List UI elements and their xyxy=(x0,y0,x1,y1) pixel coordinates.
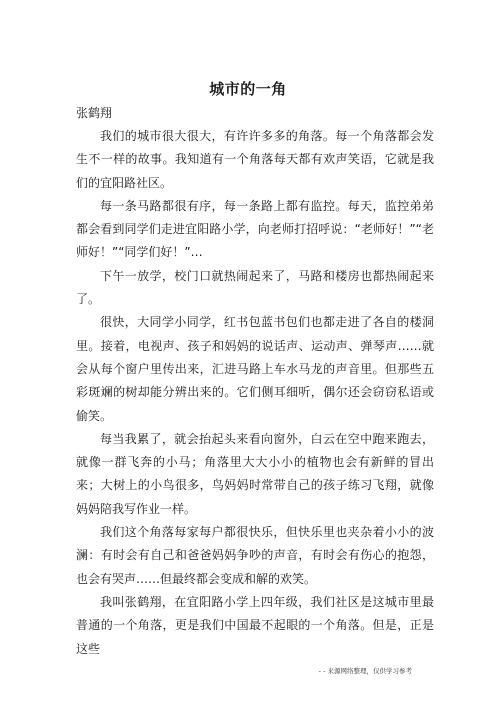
paragraph: 每当我累了，就会抬起头来看向窗外，白云在空中跑来跑去，就像一群飞奔的小马；角落里大大小小的植物也会有新鲜的冒出来；大树上的小鸟很多，鸟妈妈时常带自己的孩子练习飞翔，就像妈妈陪我写作业一样。 xyxy=(76,431,434,516)
document-body xyxy=(76,125,434,661)
paragraph: 我们这个角落每家每户都很快乐，但快乐里也夹杂着小小的波澜：有时会有自己和爸爸妈妈争吵的声音，有时会有伤心的抱怨，也会有哭声……但最终都会变成和解的欢笑。 xyxy=(76,525,434,586)
paragraph: 下午一放学，校门口就热闹起来了，马路和楼房也都热闹起来了。 xyxy=(76,268,434,307)
paragraph: 我叫张鹤翔，在宜阳路小学上四年级，我们社区是这城市里最普通的一个角落，更是我们中国最不起眼的一个角落。但是，正是这些 xyxy=(76,594,434,656)
source-footer-note: - - 来源网络整理，仅供学习参考 xyxy=(318,667,412,675)
paragraph: 我们的城市很大很大，有许许多多的角落。每一个角落都会发生不一样的故事。我知道有一个角落每天都有欢声笑语，它就是我们的宜阳路社区。 xyxy=(76,129,434,190)
document-title: 城市的一角 xyxy=(209,80,287,98)
paragraph: 每一条马路都很有序，每一条路上都有监控。每天，监控弟弟都会看到同学们走进宜阳路小学，向老师打招呼说：“老师好！”“老师好！”“同学们好！”… xyxy=(76,198,434,260)
author-name: 张鹤翔 xyxy=(76,106,113,120)
paragraph: 很快，大同学小同学，红书包蓝书包们也都走进了各自的楼洞里。接着，电视声、孩子和妈妈的说话声、运动声、弹琴声……就会从每个窗户里传出来，汇进马路上车水马龙的声音里。但那些五彩斑斓的树却能分辨出来的。它们侧耳细听，偶尔还会窃窃私语或偷笑。 xyxy=(76,315,434,423)
